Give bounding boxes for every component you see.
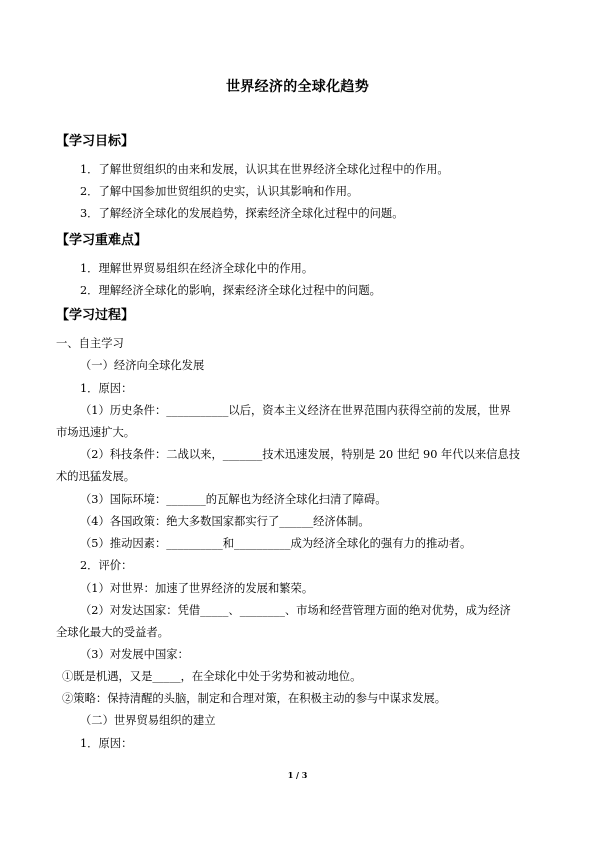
process-line-12: （1）对世界：加速了世界经济的发展和繁荣。 — [80, 582, 314, 595]
process-line-9: （4）各国政策：绝大多数国家都实行了______经济体制。 — [80, 515, 370, 528]
key-point-item-1: 1．理解世界贸易组织在经济全球化中的作用。 — [80, 262, 314, 275]
process-line-1: 一、自主学习 — [56, 337, 124, 350]
process-line-7: 术的迅猛发展。 — [56, 470, 136, 483]
process-line-11: 2．评价： — [80, 559, 133, 572]
objective-item-3: 3．了解经济全球化的发展趋势，探索经济全球化过程中的问题。 — [80, 207, 404, 220]
section-heading-key-points: 【学习重难点】 — [56, 233, 148, 248]
page-number: 1 / 3 — [287, 770, 308, 780]
section-heading-process: 【学习过程】 — [56, 308, 135, 323]
process-line-16: ①既是机遇，又是_____，在全球化中处于劣势和被动地位。 — [62, 670, 362, 683]
process-line-15: （3）对发展中国家： — [80, 648, 189, 661]
process-line-5: 市场迅速扩大。 — [56, 426, 136, 439]
process-line-3: 1．原因： — [80, 382, 133, 395]
objective-item-1: 1．了解世贸组织的由来和发展，认识其在世界经济全球化过程中的作用。 — [80, 163, 449, 176]
process-line-18: （二）世界贸易组织的建立 — [80, 714, 216, 727]
document-title: 世界经济的全球化趋势 — [226, 79, 369, 95]
process-line-13: （2）对发达国家：凭借_____、________、市场和经营管理方面的绝对优势，成为经济 — [80, 604, 511, 617]
process-line-8: （3）国际环境：_______的瓦解也为经济全球化扫清了障碍。 — [80, 493, 387, 506]
process-line-17: ②策略：保持清醒的头脑，制定和合理对策，在积极主动的参与中谋求发展。 — [62, 692, 447, 705]
objective-item-2: 2．了解中国参加世贸组织的史实，认识其影响和作用。 — [80, 185, 359, 198]
key-point-item-2: 2．理解经济全球化的影响，探索经济全球化过程中的问题。 — [80, 284, 381, 297]
process-line-10: （5）推动因素：__________和__________成为经济全球化的强有力的推动者。 — [80, 537, 472, 550]
section-heading-objectives: 【学习目标】 — [56, 134, 135, 149]
process-line-2: （一）经济向全球化发展 — [80, 359, 205, 372]
process-line-6: （2）科技条件：二战以来，_______技术迅速发展，特别是 20 世纪 90 年代以来信息技 — [80, 448, 521, 461]
process-line-19: 1．原因： — [80, 737, 133, 750]
process-line-4: （1）历史条件：___________以后，资本主义经济在世界范围内获得空前的发展，世界 — [80, 404, 511, 417]
process-line-14: 全球化最大的受益者。 — [56, 626, 169, 639]
